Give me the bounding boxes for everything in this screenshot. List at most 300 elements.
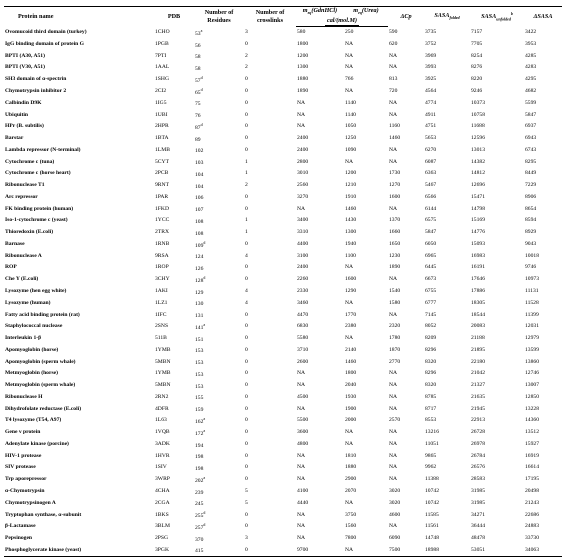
delta-cp-cell-text: 1600 (389, 193, 401, 200)
delta-sasa-cell (524, 486, 562, 498)
residues-cell (194, 50, 244, 62)
sasa-unfolded-cell-text: 22913 (471, 417, 485, 424)
m-urea-cell-text: 1250 (345, 135, 357, 142)
table-row (4, 450, 562, 462)
delta-cp-cell-text: 2770 (389, 358, 401, 365)
table-row (4, 368, 562, 380)
crosslinks-cell (244, 462, 296, 474)
sasa-folded-cell (424, 144, 470, 156)
sasa-unfolded-cell-text: 7157 (471, 29, 483, 36)
sasa-folded-cell-text: 8785 (425, 393, 437, 400)
delta-sasa-cell-text: 8929 (525, 229, 537, 236)
pdb-cell-text: 7PTI (155, 52, 167, 59)
crosslinks-cell-text: 0 (245, 40, 248, 47)
delta-sasa-cell (524, 97, 562, 109)
delta-cp-cell (388, 215, 424, 227)
m-urea-cell (344, 50, 388, 62)
m-urea-cell (344, 274, 388, 286)
sasa-folded-cell-text: 4751 (425, 123, 437, 130)
sasa-folded-cell-text: 8296 (425, 370, 437, 377)
m-urea-cell (344, 427, 388, 439)
delta-sasa-cell-text: 13007 (525, 382, 539, 389)
sasa-folded-cell-text: 6673 (425, 276, 437, 283)
crosslinks-cell (244, 497, 296, 509)
m-urea-cell-text: 1300 (345, 229, 357, 236)
table-row (4, 497, 562, 509)
protein-name-cell (4, 86, 154, 98)
delta-sasa-cell-text: 11131 (525, 288, 539, 294)
protein-name-cell (4, 521, 154, 533)
m-urea-cell-text: NA (345, 335, 354, 342)
protein-name-cell-text: Chymotrypsinogen A (5, 499, 56, 506)
delta-cp-cell-text: 1780 (389, 335, 401, 342)
delta-sasa-cell-text: 5847 (525, 111, 537, 118)
delta-cp-cell (388, 109, 424, 121)
m-urea-cell-text: NA (345, 64, 354, 71)
delta-sasa-cell (524, 368, 562, 380)
crosslinks-cell-text: 2 (245, 52, 248, 59)
col-residues (194, 7, 244, 27)
m-gdnhcl-cell (296, 109, 344, 121)
sasa-unfolded-cell-text: 10373 (471, 99, 485, 106)
delta-cp-cell (388, 544, 424, 556)
pdb-cell-text: 1YMB (155, 370, 171, 377)
sasa-unfolded-cell-text: 17886 (471, 288, 485, 294)
m-gdnhcl-cell-text: 2800 (297, 158, 309, 165)
sasa-unfolded-cell-text: 14812 (471, 170, 485, 177)
pdb-cell-text: 1IG5 (155, 99, 167, 106)
pdb-cell-text: 3CHY (155, 276, 170, 283)
crosslinks-cell (244, 250, 296, 262)
m-gdnhcl-cell-text: 580 (297, 29, 306, 36)
protein-name-cell-text: Metmyoglobin (sperm whale) (5, 382, 76, 389)
crosslinks-cell (244, 239, 296, 251)
crosslinks-cell (244, 533, 296, 545)
m-urea-cell-text: NA (345, 52, 354, 59)
m-urea-cell (344, 39, 388, 51)
m-gdnhcl-cell (296, 250, 344, 262)
m-gdnhcl-cell-text: 2260 (297, 276, 309, 283)
m-gdnhcl-cell-text: 1880 (297, 76, 309, 83)
m-urea-cell-text: 1770 (345, 311, 357, 318)
m-urea-cell-text: 1430 (345, 217, 357, 224)
sasa-folded-cell (424, 74, 470, 86)
m-urea-cell-text: 2900 (345, 476, 357, 483)
crosslinks-cell (244, 356, 296, 368)
residues-cell-text: 106 (195, 195, 204, 202)
sasa-folded-subscript: folded (449, 14, 460, 20)
delta-cp-cell-text: 7500 (389, 546, 401, 553)
m-urea-cell (344, 450, 388, 462)
crosslinks-cell-text: 0 (245, 123, 248, 130)
crosslinks-cell-text: 1 (245, 158, 248, 165)
pdb-cell-text: 1PGB (155, 40, 169, 47)
sasa-folded-cell-text: 6755 (425, 288, 437, 294)
sasa-folded-cell-text: 8320 (425, 382, 437, 389)
delta-cp-cell (388, 344, 424, 356)
col-protein-name: Protein name (4, 7, 154, 27)
protein-name-cell-text: Lysozyme (hen egg white) (5, 288, 67, 294)
sasa-unfolded-cell-text: 18544 (471, 311, 485, 318)
m-gdnhcl-cell-text: 2400 (297, 264, 309, 271)
delta-cp-cell-text: 720 (389, 87, 398, 94)
residues-footnote: d (203, 239, 206, 245)
protein-name-cell-text: Calbindin D9K (5, 99, 42, 106)
delta-cp-cell (388, 439, 424, 451)
m-gdnhcl-cell (296, 380, 344, 392)
delta-cp-cell (388, 286, 424, 298)
sasa-folded-cell-text: 6363 (425, 170, 437, 177)
residues-cell-text: 153 (195, 371, 204, 378)
residues-footnote: d (200, 121, 203, 127)
protein-name-cell (4, 39, 154, 51)
sasa-unfolded-cell-text: 14382 (471, 158, 485, 165)
m-urea-cell-text: 1460 (345, 205, 357, 212)
delta-sasa-cell-text: 13599 (525, 346, 539, 353)
m-urea-cell (344, 509, 388, 521)
sasa-unfolded-cell (470, 180, 524, 192)
sasa-folded-cell (424, 497, 470, 509)
delta-sasa-cell (524, 203, 562, 215)
pdb-cell-text: 1SIV (155, 464, 167, 471)
residues-cell-text: 245 (195, 501, 204, 508)
pdb-cell-text: 1LZ1 (155, 299, 168, 306)
delta-sasa-cell-text: 16919 (525, 452, 539, 459)
m-gdn-subscript: eq (307, 10, 312, 16)
pdb-cell (154, 544, 194, 556)
residues-footnote: d (203, 521, 206, 527)
delta-sasa-cell (524, 250, 562, 262)
sasa-unfolded-cell-text: 15093 (471, 240, 485, 247)
sasa-unfolded-cell-text: 21945 (471, 405, 485, 412)
protein-name-cell (4, 227, 154, 239)
delta-sasa-cell-text: 21243 (525, 499, 539, 506)
m-urea-cell-text: 7800 (345, 535, 357, 542)
sasa-unfolded-cell (470, 191, 524, 203)
table-row (4, 403, 562, 415)
delta-sasa-cell-text: 16614 (525, 464, 539, 471)
m-gdnhcl-cell (296, 427, 344, 439)
m-gdnhcl-cell-text: 3460 (297, 299, 309, 306)
delta-sasa-cell (524, 474, 562, 486)
delta-cp-cell (388, 227, 424, 239)
sasa-unfolded-cell-text: 15471 (471, 193, 485, 200)
crosslinks-cell-text: 0 (245, 452, 248, 459)
delta-sasa-cell (524, 321, 562, 333)
col-residues-line1: Number of (204, 8, 234, 16)
residues-cell (194, 509, 244, 521)
delta-sasa-cell-text: 12746 (525, 370, 539, 377)
delta-cp-cell (388, 274, 424, 286)
pdb-cell-text: 1SHG (155, 76, 169, 83)
pdb-cell (154, 180, 194, 192)
crosslinks-cell (244, 403, 296, 415)
m-urea-cell (344, 486, 388, 498)
protein-name-cell-text: Cytochrome c (horse heart) (5, 170, 71, 177)
sasa-unfolded-cell (470, 286, 524, 298)
crosslinks-cell-text: 0 (245, 382, 248, 389)
sasa-unfolded-cell (470, 203, 524, 215)
m-gdnhcl-cell-text: 2400 (297, 146, 309, 153)
table-row (4, 462, 562, 474)
delta-sasa-cell-text: 4283 (525, 64, 537, 71)
table-row (4, 191, 562, 203)
pdb-cell-text: 2TRX (155, 229, 169, 236)
m-urea-cell-text: 250 (345, 29, 354, 36)
delta-cp-cell-text: 4600 (389, 511, 401, 518)
sasa-unfolded-cell-text: 10758 (471, 111, 485, 118)
pdb-cell-text: 5MBN (155, 358, 171, 365)
crosslinks-cell-text: 0 (245, 264, 248, 271)
delta-cp-cell-text: 590 (389, 29, 398, 36)
sasa-unfolded-cell-text: 8220 (471, 76, 483, 83)
pdb-cell (154, 274, 194, 286)
delta-cp-cell (388, 144, 424, 156)
sasa-folded-cell (424, 180, 470, 192)
col-crosslinks-line2: crosslinks (256, 16, 284, 24)
sasa-unfolded-cell (470, 86, 524, 98)
sasa-folded-cell (424, 50, 470, 62)
delta-sasa-cell (524, 380, 562, 392)
sasa-unfolded-cell-text: 8254 (471, 52, 483, 59)
delta-cp-cell-text: 2570 (389, 417, 401, 424)
m-urea-cell (344, 309, 388, 321)
m-gdnhcl-cell (296, 203, 344, 215)
residues-cell-text: 104 (195, 171, 204, 178)
sasa-unfolded-cell (470, 497, 524, 509)
m-gdnhcl-cell (296, 344, 344, 356)
residues-cell-text: 155 (195, 395, 204, 402)
sasa-folded-cell-text: 8717 (425, 405, 437, 412)
delta-sasa-cell-text: 13512 (525, 429, 539, 436)
delta-cp-cell (388, 250, 424, 262)
residues-cell-text: 151 (195, 336, 204, 343)
pdb-cell-text: 3ADK (155, 440, 170, 447)
residues-cell (194, 497, 244, 509)
crosslinks-cell (244, 144, 296, 156)
m-urea-cell (344, 297, 388, 309)
protein-name-cell (4, 203, 154, 215)
delta-cp-cell-text: NA (389, 205, 398, 212)
residues-cell (194, 297, 244, 309)
m-urea-cell (344, 497, 388, 509)
protein-name-cell-text: Tryptophan synthase, α-subunit (5, 511, 82, 518)
delta-sasa-cell-text: 8906 (525, 193, 537, 200)
pdb-cell-text: 1UBI (155, 111, 168, 118)
protein-name-cell (4, 497, 154, 509)
m-gdnhcl-cell-text: NA (297, 99, 306, 106)
residues-cell (194, 215, 244, 227)
residues-cell-text: 162 (195, 418, 204, 425)
m-urea-cell-text: NA (345, 264, 354, 271)
sasa-folded-cell (424, 121, 470, 133)
delta-sasa-cell (524, 144, 562, 156)
delta-sasa-cell (524, 497, 562, 509)
delta-cp-cell-text: NA (389, 429, 398, 436)
m-urea-cell-text: NA (345, 499, 354, 506)
residues-cell-text: 129 (195, 289, 204, 296)
pdb-cell-text: 1AKI (155, 288, 168, 294)
sasa-unfolded-cell-text: 28583 (471, 476, 485, 483)
protein-name-cell-text: BPTI (A30, A51) (5, 52, 45, 59)
m-gdnhcl-cell-text: 3010 (297, 170, 309, 177)
sasa-unfolded-cell (470, 344, 524, 356)
residues-cell (194, 191, 244, 203)
protein-name-cell-text: Gene v protein (5, 429, 41, 436)
delta-cp-cell (388, 168, 424, 180)
delta-cp-cell-text: NA (389, 382, 398, 389)
sasa-folded-cell (424, 333, 470, 345)
residues-footnote: d (200, 74, 203, 80)
delta-cp-cell-text: 620 (389, 40, 398, 47)
residues-cell-text: 172 (195, 430, 204, 437)
pdb-cell (154, 380, 194, 392)
protein-name-cell-text: Fatty acid binding protein (rat) (5, 311, 80, 318)
table-row (4, 86, 562, 98)
residues-footnote: d (203, 274, 206, 280)
delta-sasa-cell-text: 5599 (525, 99, 537, 106)
protein-name-cell-text: IgG binding domain of protein G (5, 40, 85, 47)
m-urea-cell-text: 1100 (345, 252, 356, 259)
sasa-folded-cell-text: 13216 (425, 429, 439, 436)
delta-cp-cell-text: NA (389, 111, 398, 118)
residues-cell-text: 153 (195, 348, 204, 355)
m-urea-cell (344, 27, 388, 39)
m-urea-cell (344, 344, 388, 356)
m-gdnhcl-cell (296, 168, 344, 180)
delta-sasa-cell-text: 6743 (525, 146, 537, 153)
delta-sasa-cell-text: 8449 (525, 170, 537, 177)
m-urea-cell-text: 2040 (345, 382, 357, 389)
pdb-cell (154, 50, 194, 62)
sasa-folded-cell (424, 439, 470, 451)
delta-sasa-cell (524, 427, 562, 439)
sasa-unfolded-cell (470, 427, 524, 439)
crosslinks-cell-text: 0 (245, 335, 248, 342)
m-gdnhcl-cell-text: NA (297, 535, 306, 542)
crosslinks-cell (244, 133, 296, 145)
m-urea-cell-text: 1880 (345, 464, 357, 471)
delta-cp-cell (388, 27, 424, 39)
pdb-cell (154, 133, 194, 145)
sasa-unfolded-cell-text: 26978 (471, 440, 485, 447)
m-urea-cell (344, 439, 388, 451)
m-gdnhcl-cell (296, 286, 344, 298)
sasa-unfolded-cell-text: 31985 (471, 488, 485, 495)
delta-cp-cell-text: NA (389, 440, 398, 447)
data-table-container (4, 6, 562, 557)
pdb-cell (154, 121, 194, 133)
delta-sasa-cell-text: 8594 (525, 217, 537, 224)
pdb-cell (154, 239, 194, 251)
crosslinks-cell (244, 39, 296, 51)
m-gdnhcl-cell-text: 4470 (297, 311, 309, 318)
pdb-cell-text: 1ROP (155, 264, 169, 271)
residues-cell-text: 198 (195, 454, 204, 461)
sasa-folded-cell (424, 133, 470, 145)
delta-cp-cell (388, 368, 424, 380)
residues-cell-text: 89 (195, 136, 201, 143)
col-delta-sasa: ΔSASA (524, 7, 562, 27)
col-crosslinks-line1: Number of (255, 8, 285, 16)
table-row (4, 27, 562, 39)
m-urea-cell (344, 156, 388, 168)
sasa-unfolded-cell (470, 403, 524, 415)
col-delta-cp: ΔCp (388, 7, 424, 27)
sasa-folded-cell-text: 3925 (425, 76, 437, 83)
crosslinks-cell-text: 0 (245, 76, 248, 83)
protein-name-cell-text: ROP (5, 264, 17, 271)
table-row (4, 215, 562, 227)
m-urea-cell-text: 2000 (345, 417, 357, 424)
m-urea-cell-text: NA (345, 299, 354, 306)
m-gdnhcl-cell-text: 1890 (297, 87, 309, 94)
delta-sasa-cell-text: 9746 (525, 264, 537, 271)
crosslinks-cell-text: 5 (245, 499, 248, 506)
pdb-cell (154, 509, 194, 521)
m-gdnhcl-cell-text: NA (297, 511, 306, 518)
protein-name-cell-text: Lysozyme (human) (5, 299, 51, 306)
m-urea-cell-text: 1900 (345, 405, 357, 412)
delta-cp-cell (388, 297, 424, 309)
m-urea-cell (344, 415, 388, 427)
residues-cell-text: 141 (195, 324, 204, 331)
residues-cell-text: 108 (195, 230, 204, 237)
table-row (4, 50, 562, 62)
protein-name-cell-text: Chymotrypsin inhibitor 2 (5, 87, 67, 94)
delta-cp-cell (388, 391, 424, 403)
protein-name-cell-text: Metmyoglobin (horse) (5, 370, 58, 377)
sasa-folded-cell-text: 5847 (425, 229, 437, 236)
protein-name-cell-text: T4 lysozyme (T54, A97) (5, 417, 62, 424)
protein-name-cell (4, 97, 154, 109)
protein-name-cell (4, 544, 154, 556)
crosslinks-cell (244, 474, 296, 486)
delta-sasa-cell-text: 12850 (525, 393, 539, 400)
m-gdnhcl-cell (296, 97, 344, 109)
protein-name-cell (4, 191, 154, 203)
m-urea-cell-text: 1600 (345, 276, 357, 283)
delta-cp-cell-text: 3020 (389, 499, 401, 506)
pdb-cell (154, 156, 194, 168)
m-urea-cell (344, 250, 388, 262)
crosslinks-cell (244, 27, 296, 39)
sasa-folded-cell-text: 6965 (425, 252, 437, 259)
sasa-unfolded-cell-text: 17646 (471, 276, 485, 283)
delta-sasa-cell (524, 403, 562, 415)
table-body (4, 27, 562, 557)
delta-cp-cell-text: 1730 (389, 170, 401, 177)
residues-cell (194, 403, 244, 415)
sasa-folded-cell (424, 250, 470, 262)
sasa-folded-cell-text: 8320 (425, 358, 437, 365)
protein-name-cell-text: SH3 domain of α-spectrin (5, 76, 67, 83)
m-gdnhcl-cell-text: 3100 (297, 252, 309, 259)
pdb-cell-text: 1PAR (155, 193, 169, 200)
protein-name-cell-text: Ubiquitin (5, 111, 29, 118)
crosslinks-cell-text: 0 (245, 205, 248, 212)
sasa-folded-cell (424, 274, 470, 286)
sasa-unfolded-superscript: b (510, 11, 513, 17)
m-urea-cell-text: NA (345, 40, 354, 47)
delta-cp-cell (388, 97, 424, 109)
table-row (4, 509, 562, 521)
m-urea-cell (344, 74, 388, 86)
delta-sasa-cell (524, 309, 562, 321)
table-row (4, 39, 562, 51)
protein-name-cell-text: Ribonuclease T1 (5, 182, 45, 189)
residues-cell-text: 76 (195, 112, 201, 119)
